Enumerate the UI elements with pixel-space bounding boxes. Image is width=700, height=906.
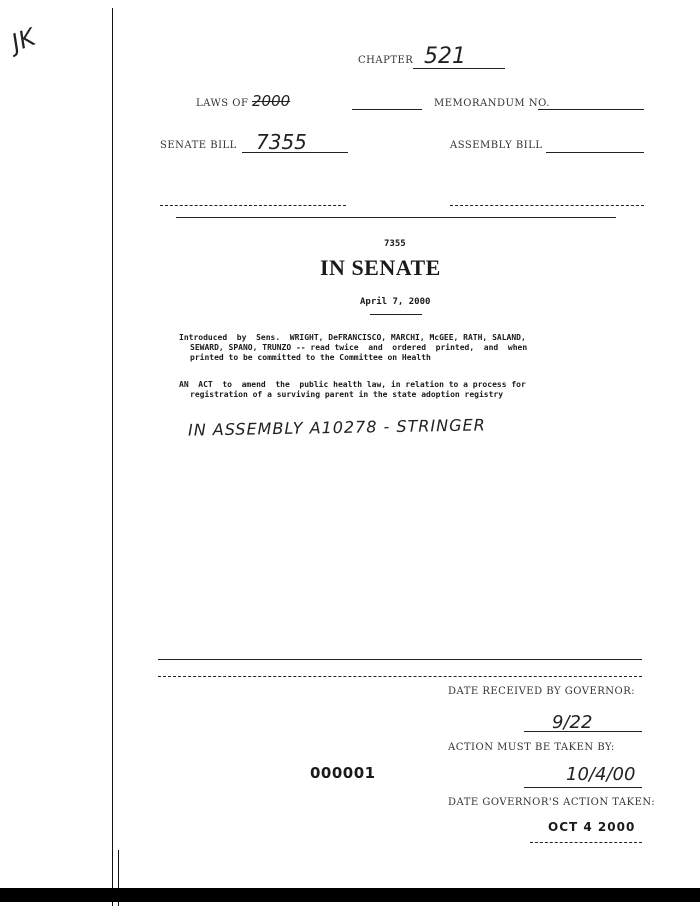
action-must-underline: [524, 787, 642, 788]
governor-action-stamp: OCT 4 2000: [548, 820, 636, 834]
blank-line-left: [160, 205, 346, 206]
laws-of-underline: [352, 109, 422, 110]
laws-of-year: 2000: [252, 92, 291, 110]
handwritten-initials: JK: [7, 22, 39, 58]
governor-action-underline: [530, 842, 642, 843]
footer-divider-1: [158, 659, 642, 660]
act-line-2: registration of a surviving parent in the state adoption registry: [190, 390, 504, 399]
left-margin-rule: [112, 8, 113, 906]
blank-line-right: [450, 205, 644, 206]
chamber-title: IN SENATE: [320, 255, 441, 280]
governor-action-label: DATE GOVERNOR'S ACTION TAKEN:: [448, 797, 656, 808]
footer-divider-2: [158, 676, 642, 677]
assembly-handwritten-note: IN ASSEMBLY A10278 - STRINGER: [187, 415, 486, 440]
action-must-label: ACTION MUST BE TAKEN BY:: [448, 742, 615, 753]
assembly-bill-underline: [546, 152, 644, 153]
chapter-underline: [413, 68, 505, 69]
date-underline: [370, 314, 422, 315]
introduced-line-1: Introduced by Sens. WRIGHT, DeFRANCISCO, MARCHI, McGEE, RATH, SALAND,: [179, 333, 526, 342]
page-number: 000001: [310, 764, 376, 782]
act-line-1: AN ACT to amend the public health law, in relation to a process for: [179, 380, 526, 389]
assembly-bill-label: ASSEMBLY BILL: [450, 140, 543, 151]
laws-of-label: LAWS OF: [196, 98, 249, 109]
date-received-label: DATE RECEIVED BY GOVERNOR:: [448, 686, 636, 697]
chapter-label: CHAPTER: [358, 55, 414, 66]
chapter-number: 521: [424, 44, 466, 69]
memorandum-underline: [538, 109, 644, 110]
senate-bill-number: 7355: [256, 130, 307, 154]
bill-date: April 7, 2000: [360, 297, 431, 307]
senate-bill-underline: [242, 152, 348, 153]
date-received-underline: [524, 731, 642, 732]
action-must-value: 10/4/00: [566, 764, 636, 785]
memorandum-label: MEMORANDUM NO.: [434, 98, 550, 109]
bill-number: 7355: [384, 239, 406, 249]
introduced-line-3: printed to be committed to the Committee on Health: [190, 353, 431, 362]
introduced-line-2: SEWARD, SPANO, TRUNZO -- read twice and ordered printed, and when: [190, 343, 528, 352]
bottom-scan-bar: [0, 888, 700, 902]
senate-bill-label: SENATE BILL: [160, 140, 237, 151]
header-divider: [176, 217, 616, 218]
date-received-value: 9/22: [552, 712, 593, 733]
